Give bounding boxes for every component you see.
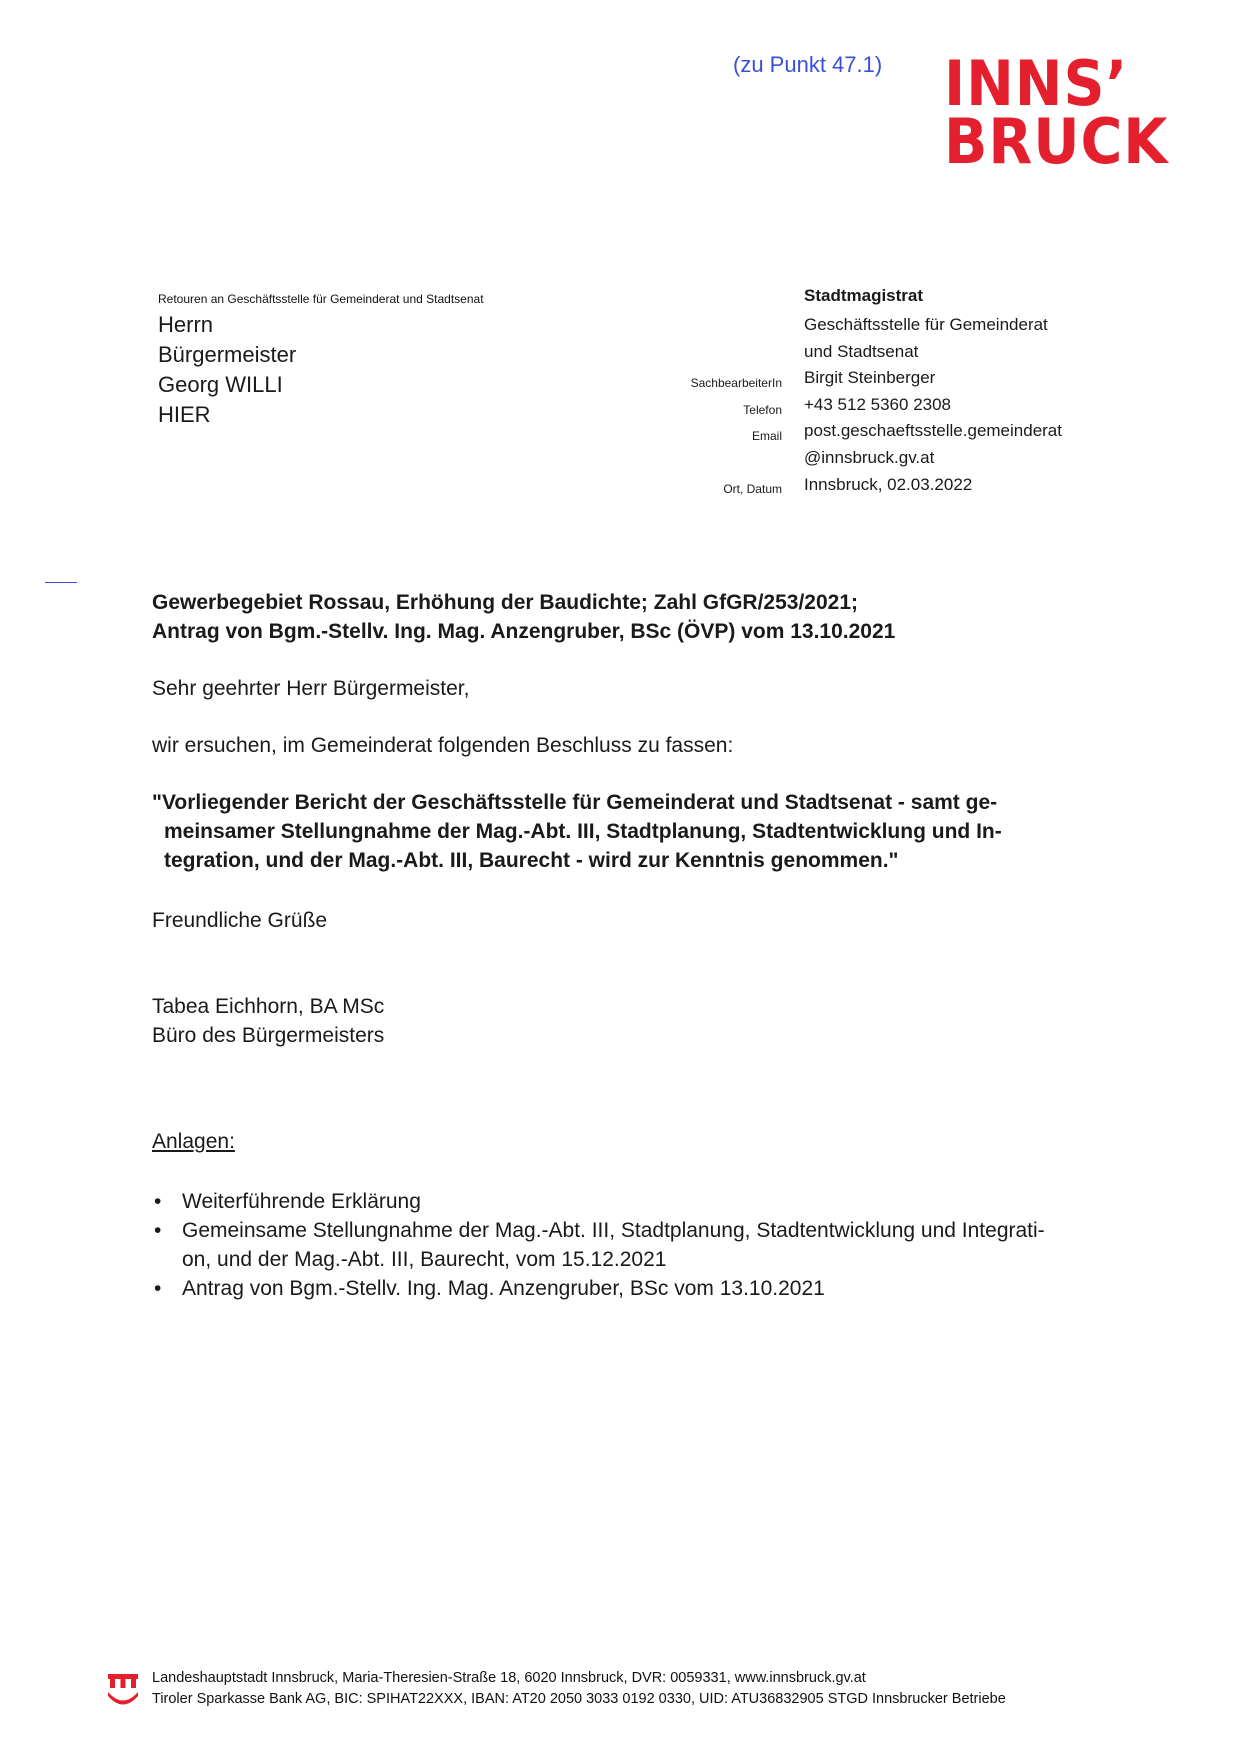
attachments-title: Anlagen: bbox=[152, 1130, 235, 1153]
attachment-2-line-1: • Gemeinsame Stellungnahme der Mag.-Abt. III, Stadtplanung, Stadtentwicklung und Integrati- bbox=[182, 1219, 1045, 1242]
recipient-line: Georg WILLI bbox=[158, 372, 283, 397]
logo-line-2: BRUCK bbox=[944, 105, 1169, 178]
subject-line-1: Gewerbegebiet Rossau, Erhöhung der Baudichte; Zahl GfGR/253/2021; bbox=[152, 591, 858, 614]
innsbruck-bridge-icon bbox=[106, 1671, 140, 1705]
innsbruck-logo bbox=[944, 47, 1188, 178]
resolution-line-3: tegration, und der Mag.-Abt. III, Baurecht - wird zur Kenntnis genommen." bbox=[164, 849, 899, 872]
return-address-note: Retouren an Geschäftsstelle für Gemeinderat und Stadtsenat bbox=[158, 292, 484, 306]
signer-name: Tabea Eichhorn, BA MSc bbox=[152, 995, 385, 1018]
footer bbox=[152, 1668, 1006, 1710]
recipient-address bbox=[158, 310, 296, 430]
agenda-reference-note: (zu Punkt 47.1) bbox=[733, 52, 883, 77]
closing: Freundliche Grüße bbox=[152, 909, 328, 932]
sender-phone: +43 512 5360 2308 bbox=[804, 394, 952, 414]
attachment-2-line-2: on, und der Mag.-Abt. III, Baurecht, vom 15.12.2021 bbox=[182, 1248, 667, 1271]
sender-email-line-2: @innsbruck.gv.at bbox=[804, 447, 935, 467]
resolution-line-1: "Vorliegender Bericht der Geschäftsstelle für Gemeinderat und Stadtsenat - samt ge- bbox=[152, 791, 998, 814]
footer-line-1: Landeshauptstadt Innsbruck, Maria-Theresien-Straße 18, 6020 Innsbruck, DVR: 0059331, www.innsbruck.gv.at bbox=[152, 1670, 866, 1686]
signature-block bbox=[152, 992, 384, 1050]
sender-email-line-1: post.geschaeftsstelle.gemeinderat bbox=[804, 421, 1062, 441]
request-text: wir ersuchen, im Gemeinderat folgenden Beschluss zu fassen: bbox=[152, 734, 734, 757]
sender-department-line-1: Geschäftsstelle für Gemeinderat bbox=[804, 315, 1048, 334]
subject-line-2: Antrag von Bgm.-Stellv. Ing. Mag. Anzengruber, BSc (ÖVP) vom 13.10.2021 bbox=[152, 620, 896, 643]
salutation: Sehr geehrter Herr Bürgermeister, bbox=[152, 677, 470, 700]
recipient-line: Herrn bbox=[158, 312, 214, 337]
resolution-line-2: meinsamer Stellungnahme der Mag.-Abt. III, Stadtplanung, Stadtentwicklung und In- bbox=[164, 820, 1002, 843]
attachment-1: Weiterführende Erklärung bbox=[182, 1190, 421, 1213]
resolution-text bbox=[152, 788, 1132, 875]
attachments-list bbox=[152, 1187, 1122, 1303]
letter-subject bbox=[152, 588, 895, 646]
phone-label: Telefon bbox=[743, 402, 782, 417]
footer-line-2: Tiroler Sparkasse Bank AG, BIC: SPIHAT22XXX, IBAN: AT20 2050 3033 0192 0330, UID: ATU36832905 STGD Innsbrucker Betriebe bbox=[152, 1691, 1006, 1707]
sender-clerk: Birgit Steinberger bbox=[804, 368, 936, 388]
sender-field-labels bbox=[691, 370, 782, 503]
logo-line-1: INNS’ bbox=[944, 47, 1129, 120]
sender-place-date: Innsbruck, 02.03.2022 bbox=[804, 474, 973, 494]
place-date-label: Ort, Datum bbox=[723, 482, 782, 497]
list-item bbox=[152, 1274, 1122, 1303]
list-item bbox=[152, 1216, 1122, 1274]
attachment-3: Antrag von Bgm.-Stellv. Ing. Mag. Anzengruber, BSc vom 13.10.2021 bbox=[182, 1277, 825, 1300]
email-label: Email bbox=[751, 429, 782, 444]
recipient-line: Bürgermeister bbox=[158, 342, 297, 367]
sender-details bbox=[804, 312, 1062, 498]
fold-mark bbox=[45, 582, 77, 583]
signer-office: Büro des Bürgermeisters bbox=[152, 1024, 385, 1047]
clerk-label: SachbearbeiterIn bbox=[690, 376, 782, 390]
sender-title: Stadtmagistrat bbox=[804, 286, 924, 305]
recipient-line: HIER bbox=[158, 402, 211, 427]
sender-department-line-2: und Stadtsenat bbox=[804, 341, 919, 361]
list-item bbox=[152, 1187, 1122, 1216]
